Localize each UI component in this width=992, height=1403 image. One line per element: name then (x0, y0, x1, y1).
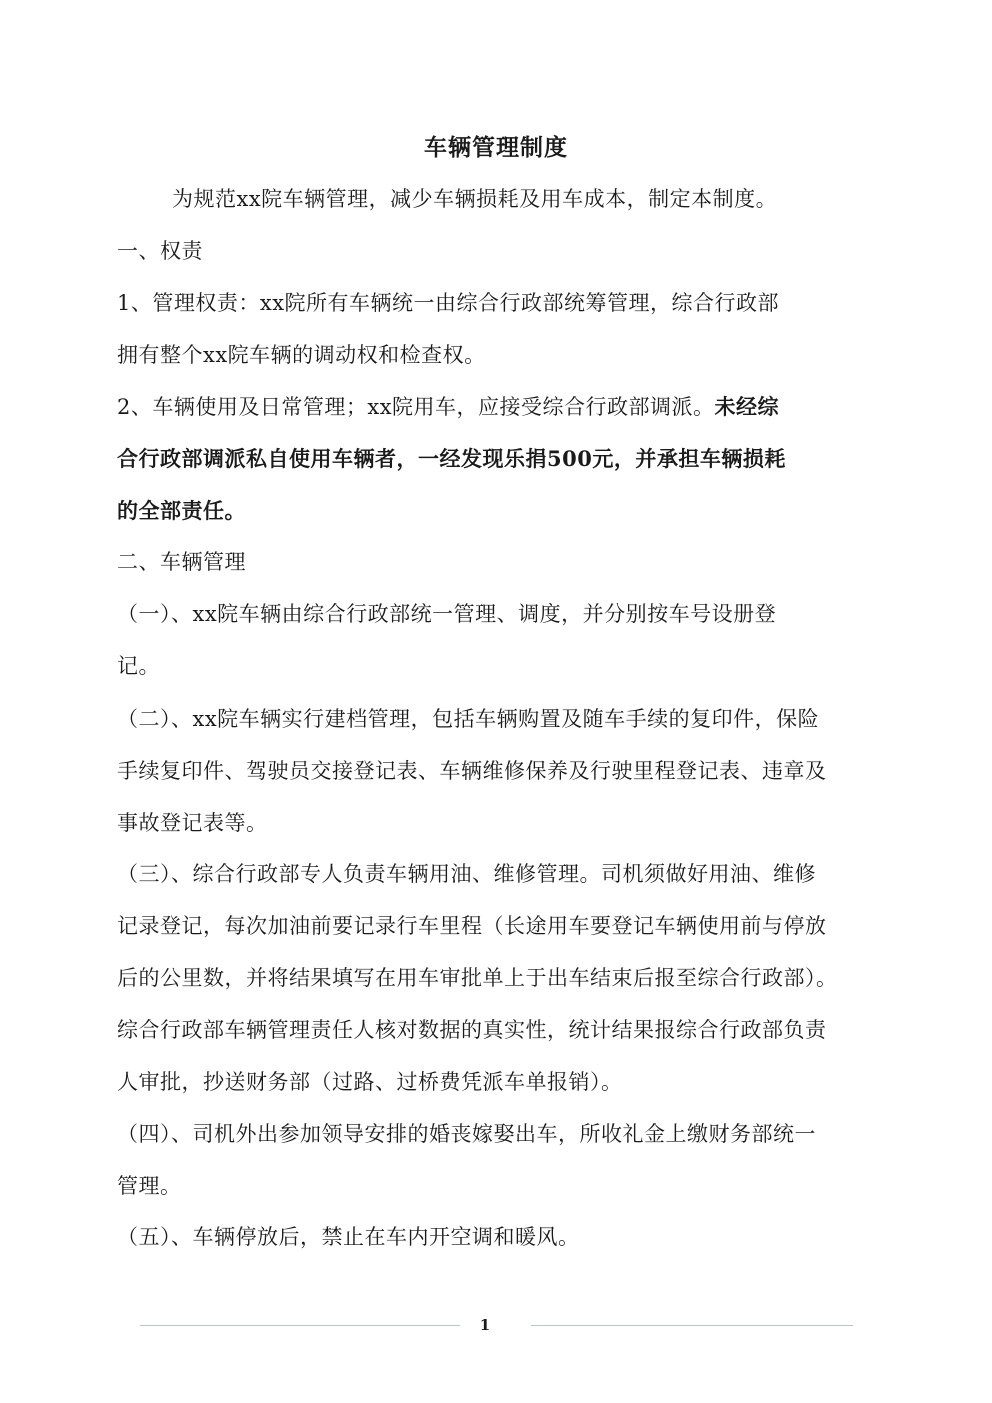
section2-p3-line2: 记录登记，每次加油前要记录行车里程（长途用车要登记车辆使用前与停放 (117, 914, 827, 938)
footer-rule-left (140, 1325, 460, 1326)
section2-p2-line1: （二）、xx院车辆实行建档管理，包括车辆购置及随车手续的复印件，保险 (117, 707, 820, 731)
section2-p1-line1: （一）、xx院车辆由综合行政部统一管理、调度，并分别按车号设册登 (117, 602, 777, 626)
document-title: 车辆管理制度 (424, 134, 568, 161)
section1-item2-line2: 合行政部调派私自使用车辆者，一经发现乐捐500元，并承担车辆损耗 (117, 446, 786, 471)
section2-heading: 二、车辆管理 (117, 550, 246, 574)
section2-p2-line3: 事故登记表等。 (117, 811, 268, 835)
section2-p5-line1: （五）、车辆停放后，禁止在车内开空调和暖风。 (117, 1225, 580, 1249)
section2-p2-line2: 手续复印件、驾驶员交接登记表、车辆维修保养及行驶里程登记表、违章及 (117, 759, 827, 783)
section2-p1-line2: 记。 (117, 654, 160, 678)
section1-item2-line1-normal: 2、车辆使用及日常管理；xx院用车，应接受综合行政部调派。 (117, 395, 715, 419)
section2-p4-line1: （四）、司机外出参加领导安排的婚丧嫁娶出车，所收礼金上缴财务部统一 (117, 1122, 816, 1146)
section1-item2-line3: 的全部责任。 (117, 498, 246, 523)
section1-item2-line1-bold: 未经综 (714, 394, 780, 419)
section2-p3-line1: （三）、综合行政部专人负责车辆用油、维修管理。司机须做好用油、维修 (117, 862, 816, 886)
section1-heading: 一、权责 (117, 239, 203, 263)
footer-rule-right (531, 1325, 853, 1326)
section1-item1-line1: 1、管理权责：xx院所有车辆统一由综合行政部统筹管理，综合行政部 (117, 291, 780, 315)
section1-item2-line1 (117, 391, 779, 423)
section2-p3-line5: 人审批，抄送财务部（过路、过桥费凭派车单报销）。 (117, 1070, 623, 1094)
page-number: 1 (479, 1316, 491, 1334)
intro-paragraph: 为规范xx院车辆管理，减少车辆损耗及用车成本，制定本制度。 (172, 187, 778, 211)
section2-p3-line3: 后的公里数，并将结果填写在用车审批单上于出车结束后报至综合行政部）。 (117, 966, 838, 990)
section2-p4-line2: 管理。 (117, 1174, 182, 1198)
section1-item1-line2: 拥有整个xx院车辆的调动权和检查权。 (117, 343, 486, 367)
section2-p3-line4: 综合行政部车辆管理责任人核对数据的真实性，统计结果报综合行政部负责 (117, 1018, 827, 1042)
